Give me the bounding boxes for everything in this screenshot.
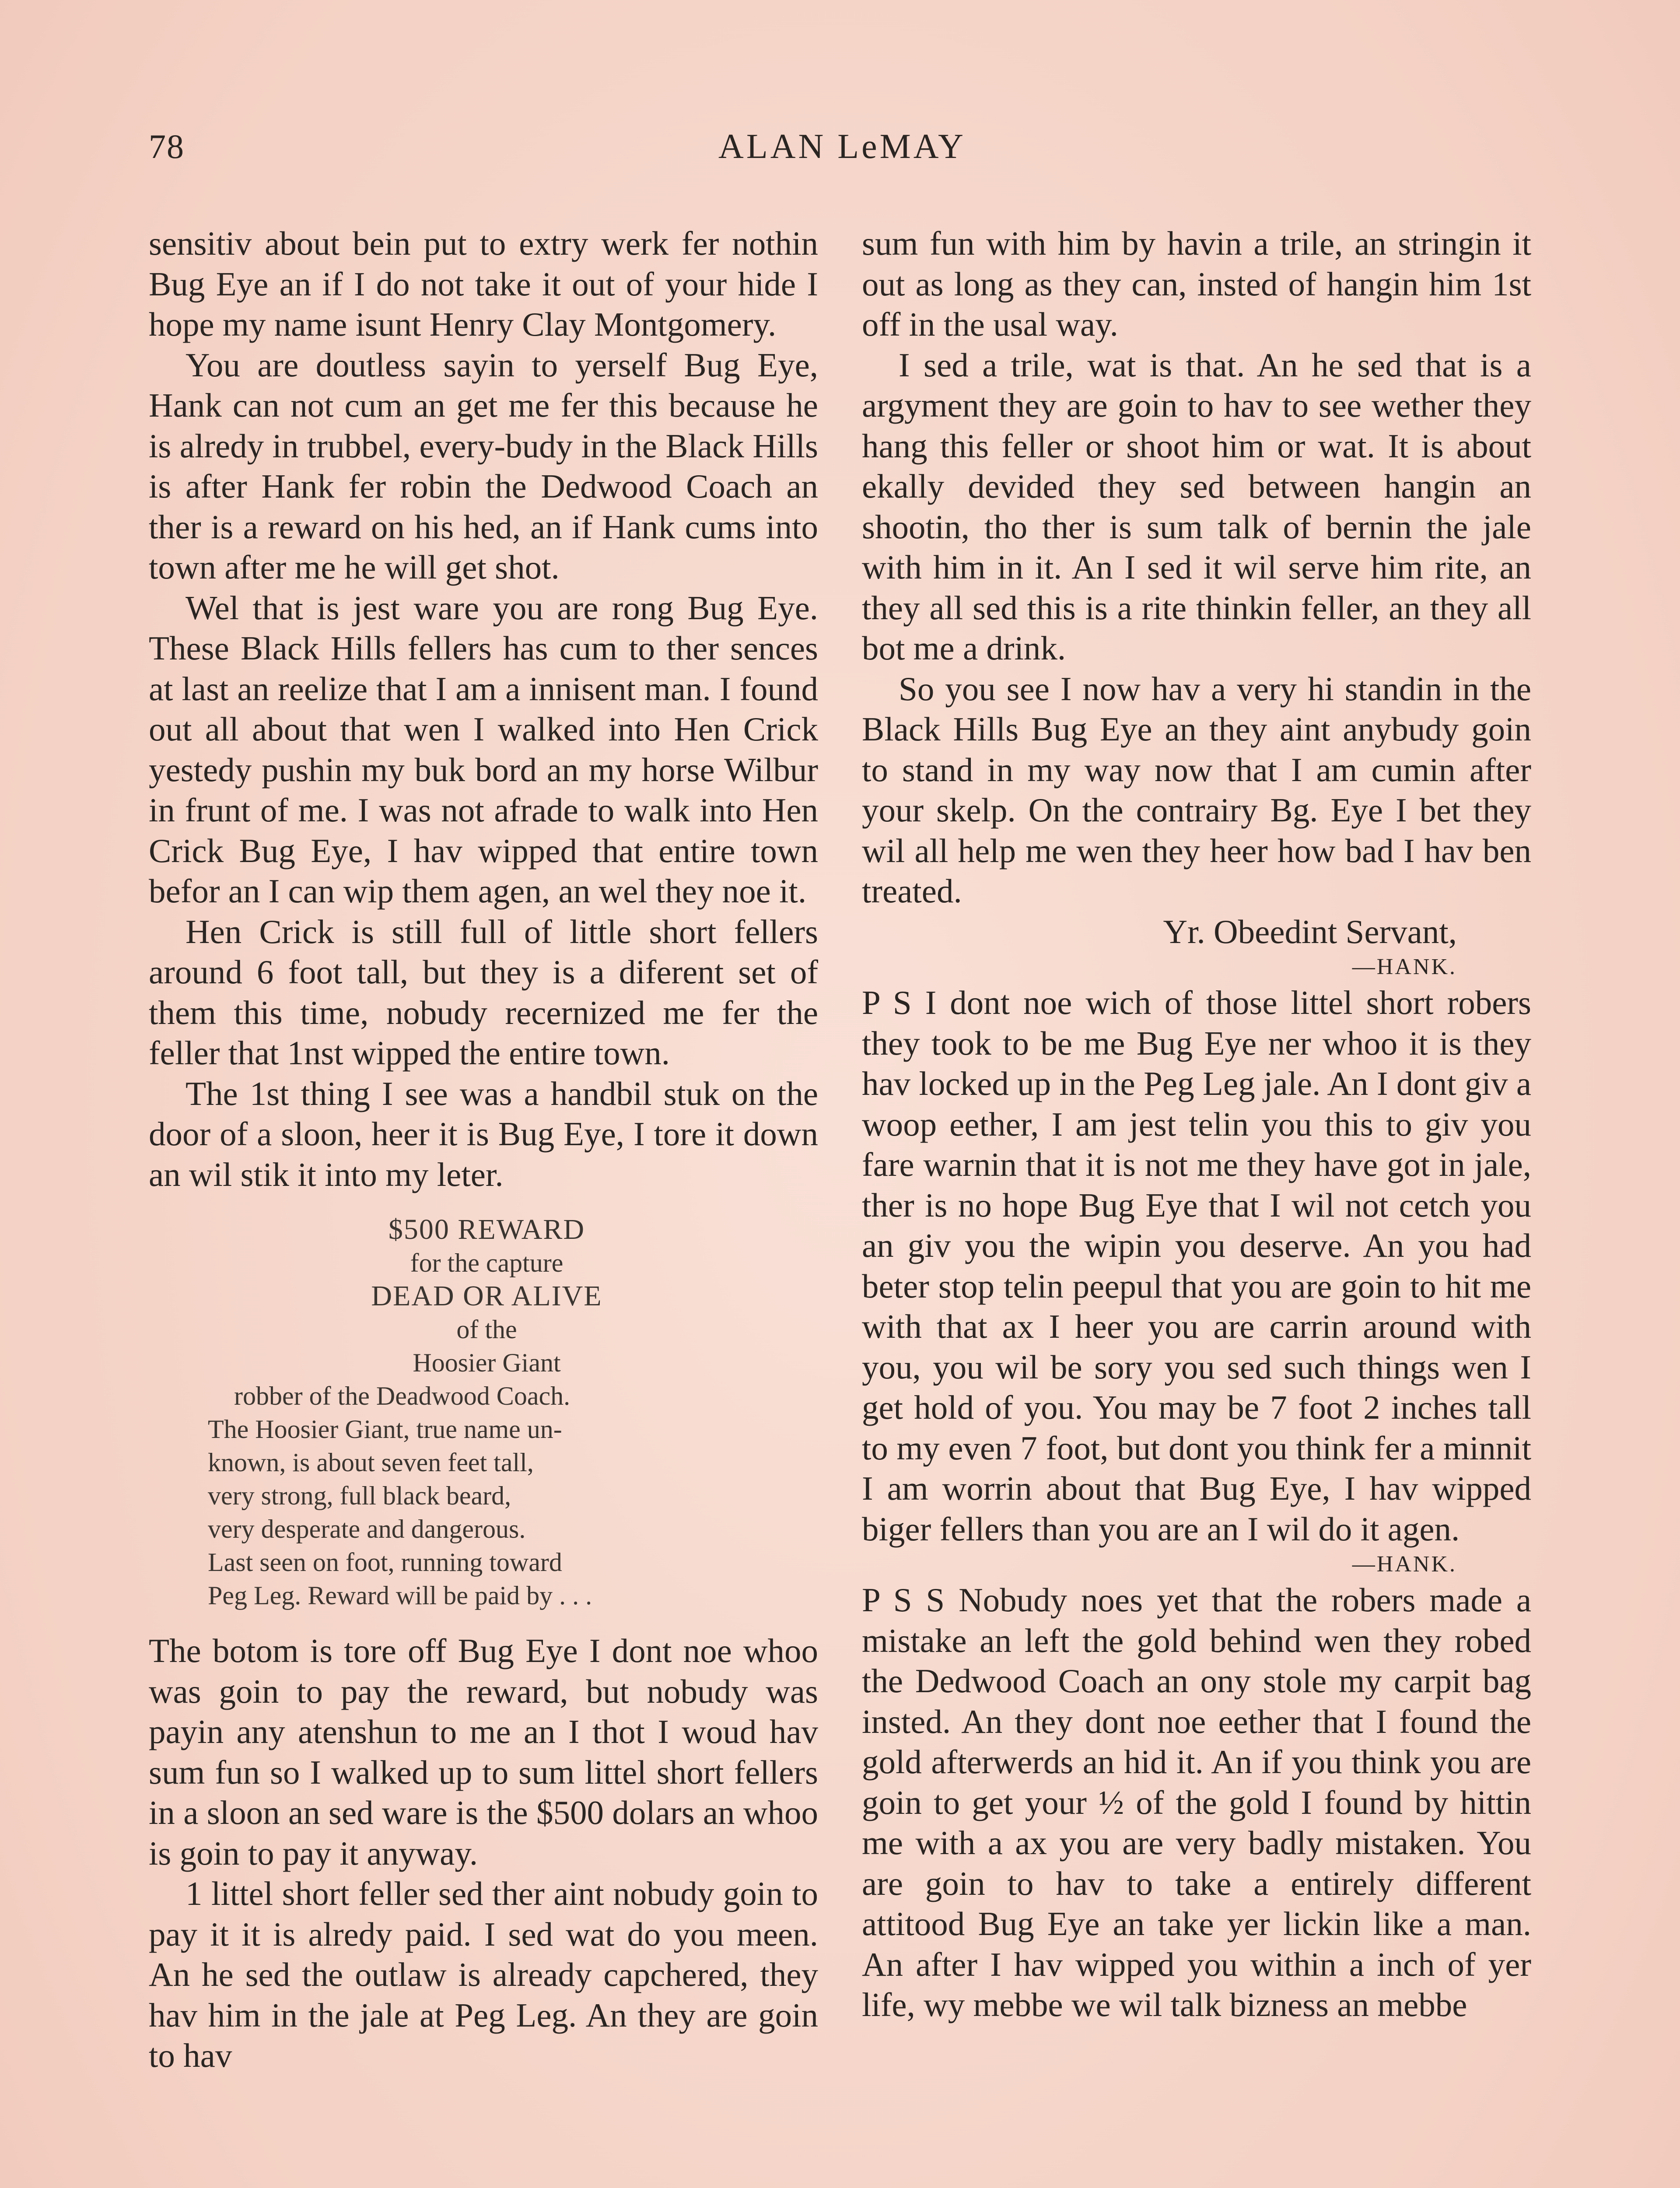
paragraph: You are doutless sayin to yerself Bug Eye, Hank can not cum an get me fer this because he is alredy in trubbel, every-budy in the Black Hills is after Hank fer robin the Dedwood Coach an ther is a reward on his hed, an if Hank cums into town after me he will get shot. bbox=[149, 346, 818, 586]
paragraph: sensitiv about bein put to extry werk fer nothin Bug Eye an if I do not take it out of your hide I hope my name isunt Henry Clay Montgomery. bbox=[149, 224, 818, 343]
postscript: P S I dont noe wich of those littel short robers they took to be me Bug Eye ner whoo it is they hav locked up in the Peg Leg jale. An I dont giv a woop eether, I am jest telin you this to giv you fare warnin that it is not me they have got in jale, ther is no hope Bug Eye that I wil not cetch you an giv you the wipin you deserve. An you had beter stop telin peepul that you are goin to hit me with that ax I heer you are carrin around with you, you wil be sory you sed such things wen I get hold of you. You may be 7 foot 2 inches tall to my even 7 foot, but dont you think fer a minnit I am worrin about that Bug Eye, I hav wipped biger fellers than you are an I wil do it agen. bbox=[862, 984, 1531, 1548]
paragraph: I sed a trile, wat is that. An he sed that is a argyment they are goin to hav to see wether they hang this feller or shoot him or wat. It is about ekally devided they sed between hangin an shootin, tho ther is sum talk of bernin the jale with him in it. An I sed it wil serve him rite, an they all sed this is a rite thinkin feller, an they all bot me a drink. bbox=[862, 346, 1531, 667]
signature: —HANK. bbox=[1352, 1552, 1457, 1577]
paragraph: 1 littel short feller sed ther aint nobudy goin to pay it it is alredy paid. I sed wat do you meen. An he sed the outlaw is already capchered, they hav him in the jale at Peg Leg. An they are goin to hav bbox=[149, 1875, 818, 2074]
reward-line: very desperate and dangerous. bbox=[208, 1515, 526, 1543]
reward-line: known, is about seven feet tall, bbox=[208, 1448, 534, 1477]
postscript-2: P S S Nobudy noes yet that the robers made a mistake an left the gold behind wen they robed the Dedwood Coach an ony stole my carpit bag insted. An they dont noe eether that I found the gold afterwerds an hid it. An if you think you are goin to get your ½ of the gold I found by hittin me with a ax you are very badly mistaken. You are goin to hav to take a entirely different attitood Bug Eye an take yer lickin like a man. An after I hav wipped you within a inch of yer life, wy mebbe we wil talk bizness an mebbe bbox=[862, 1581, 1531, 2023]
reward-line: of the bbox=[456, 1315, 517, 1344]
right-column bbox=[862, 223, 1531, 2025]
closing-salutation: Yr. Obeedint Servant, bbox=[1163, 912, 1457, 950]
left-column bbox=[149, 223, 818, 2076]
reward-line: for the capture bbox=[410, 1248, 564, 1277]
paragraph: The 1st thing I see was a handbil stuk on the door of a sloon, heer it is Bug Eye, I tore it down an wil stik it into my leter. bbox=[149, 1074, 818, 1193]
page-header bbox=[149, 127, 1536, 175]
signature: —HANK. bbox=[1352, 954, 1457, 979]
reward-line: The Hoosier Giant, true name un- bbox=[208, 1415, 562, 1444]
paragraph: sum fun with him by havin a trile, an stringin it out as long as they can, insted of hangin him 1st off in the usal way. bbox=[862, 224, 1531, 343]
reward-line: very strong, full black beard, bbox=[208, 1481, 511, 1510]
reward-line: robber of the Deadwood Coach. bbox=[234, 1382, 570, 1410]
reward-handbill bbox=[149, 1213, 818, 1612]
running-head: ALAN LeMAY bbox=[718, 127, 966, 166]
paragraph: Hen Crick is still full of little short fellers around 6 foot tall, but they is a diferent set of them this time, nobudy recernized me fer the feller that 1nst wipped the entire town. bbox=[149, 912, 818, 1072]
reward-line: Hoosier Giant bbox=[413, 1348, 561, 1377]
paragraph: Wel that is jest ware you are rong Bug Eye. These Black Hills fellers has cum to ther sences at last an reelize that I am a innisent man. I found out all about that wen I walked into Hen Crick yestedy pushin my buk bord an my horse Wilbur in frunt of me. I was not afrade to walk into Hen Crick Bug Eye, I hav wipped that entire town befor an I can wip them agen, an wel they noe it. bbox=[149, 589, 818, 910]
paragraph: So you see I now hav a very hi standin in the Black Hills Bug Eye an they aint anybudy goin to stand in my way now that I am cumin after your skelp. On the contrairy Bg. Eye I bet they wil all help me wen they heer how bad I hav ben treated. bbox=[862, 670, 1531, 910]
page-number: 78 bbox=[149, 127, 185, 165]
reward-title: $500 REWARD bbox=[388, 1213, 585, 1245]
reward-line: Last seen on foot, running toward bbox=[208, 1548, 562, 1577]
reward-line: Peg Leg. Reward will be paid by . . . bbox=[208, 1581, 592, 1610]
paragraph: The botom is tore off Bug Eye I dont noe whoo was goin to pay the reward, but nobudy was payin any atenshun to me an I thot I woud hav sum fun so I walked up to sum littel short fellers in a sloon an sed ware is the $500 dolars an whoo is goin to pay it anyway. bbox=[149, 1632, 818, 1872]
reward-dead-or-alive: DEAD OR ALIVE bbox=[371, 1280, 602, 1312]
